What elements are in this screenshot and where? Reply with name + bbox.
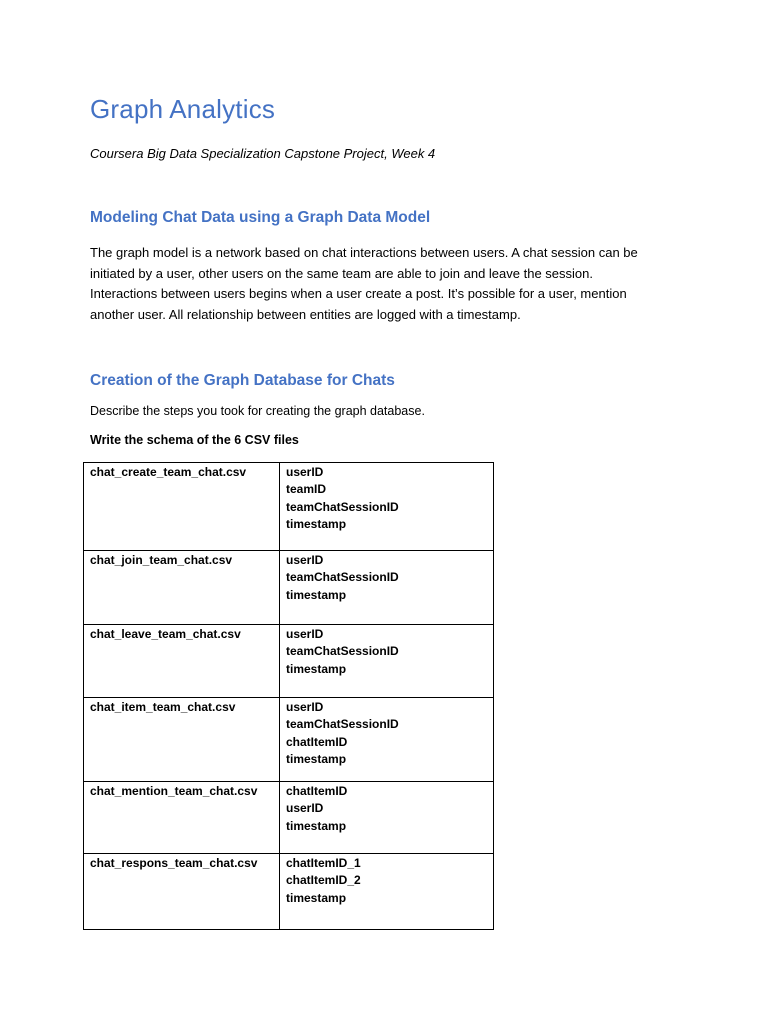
file-name-cell: chat_item_team_chat.csv <box>84 698 280 782</box>
table-row <box>84 463 494 551</box>
field-name: teamChatSessionID <box>286 570 399 585</box>
fields-cell <box>280 625 494 698</box>
field-name: teamID <box>286 482 327 497</box>
fields-cell <box>280 463 494 551</box>
field-name: chatItemID_2 <box>286 873 361 888</box>
field-name: chatItemID_1 <box>286 856 361 870</box>
field-name: chatItemID <box>286 734 348 749</box>
table-row <box>84 625 494 698</box>
field-name: teamChatSessionID <box>286 644 399 659</box>
table-row <box>84 854 494 930</box>
field-name: userID <box>286 627 324 641</box>
field-name: chatItemID <box>286 784 348 798</box>
schema-heading: Write the schema of the 6 CSV files <box>90 433 299 447</box>
section-heading-modeling: Modeling Chat Data using a Graph Data Model <box>90 209 431 226</box>
table-row <box>84 782 494 854</box>
file-name-cell: chat_join_team_chat.csv <box>84 551 280 625</box>
field-name: userID <box>286 700 324 714</box>
field-name: timestamp <box>286 517 347 532</box>
paragraph-line: initiated by a user, other users on the same team are able to join and leave the session. <box>90 265 593 281</box>
paragraph-line: another user. All relationship between entities are logged with a timestamp. <box>90 306 521 322</box>
table-row <box>84 551 494 625</box>
field-name: teamChatSessionID <box>286 717 399 732</box>
document-subtitle: Coursera Big Data Specialization Capstone Project, Week 4 <box>90 146 436 161</box>
csv-schema-table <box>83 462 494 930</box>
table-row <box>84 698 494 782</box>
file-name-cell: chat_mention_team_chat.csv <box>84 782 280 854</box>
field-name: timestamp <box>286 752 347 767</box>
file-name-cell: chat_respons_team_chat.csv <box>84 854 280 930</box>
describe-steps-text: Describe the steps you took for creating the graph database. <box>90 404 425 418</box>
paragraph-line: Interactions between users begins when a user create a post. It’s possible for a user, mention <box>90 286 627 301</box>
field-name: timestamp <box>286 890 347 905</box>
fields-cell <box>280 782 494 854</box>
file-name-cell: chat_create_team_chat.csv <box>84 463 280 551</box>
field-name: teamChatSessionID <box>286 499 399 514</box>
section-heading-creation: Creation of the Graph Database for Chats <box>90 372 395 389</box>
field-name: userID <box>286 465 324 479</box>
fields-cell <box>280 551 494 625</box>
fields-cell <box>280 854 494 930</box>
field-name: timestamp <box>286 587 347 602</box>
paragraph-line: The graph model is a network based on chat interactions between users. A chat session can be <box>90 245 638 260</box>
field-name: userID <box>286 553 324 567</box>
file-name-cell: chat_leave_team_chat.csv <box>84 625 280 698</box>
field-name: timestamp <box>286 661 347 676</box>
fields-cell <box>280 698 494 782</box>
field-name: userID <box>286 801 324 816</box>
section-paragraph-modeling <box>90 243 690 325</box>
field-name: timestamp <box>286 818 347 833</box>
document-title: Graph Analytics <box>90 94 276 124</box>
